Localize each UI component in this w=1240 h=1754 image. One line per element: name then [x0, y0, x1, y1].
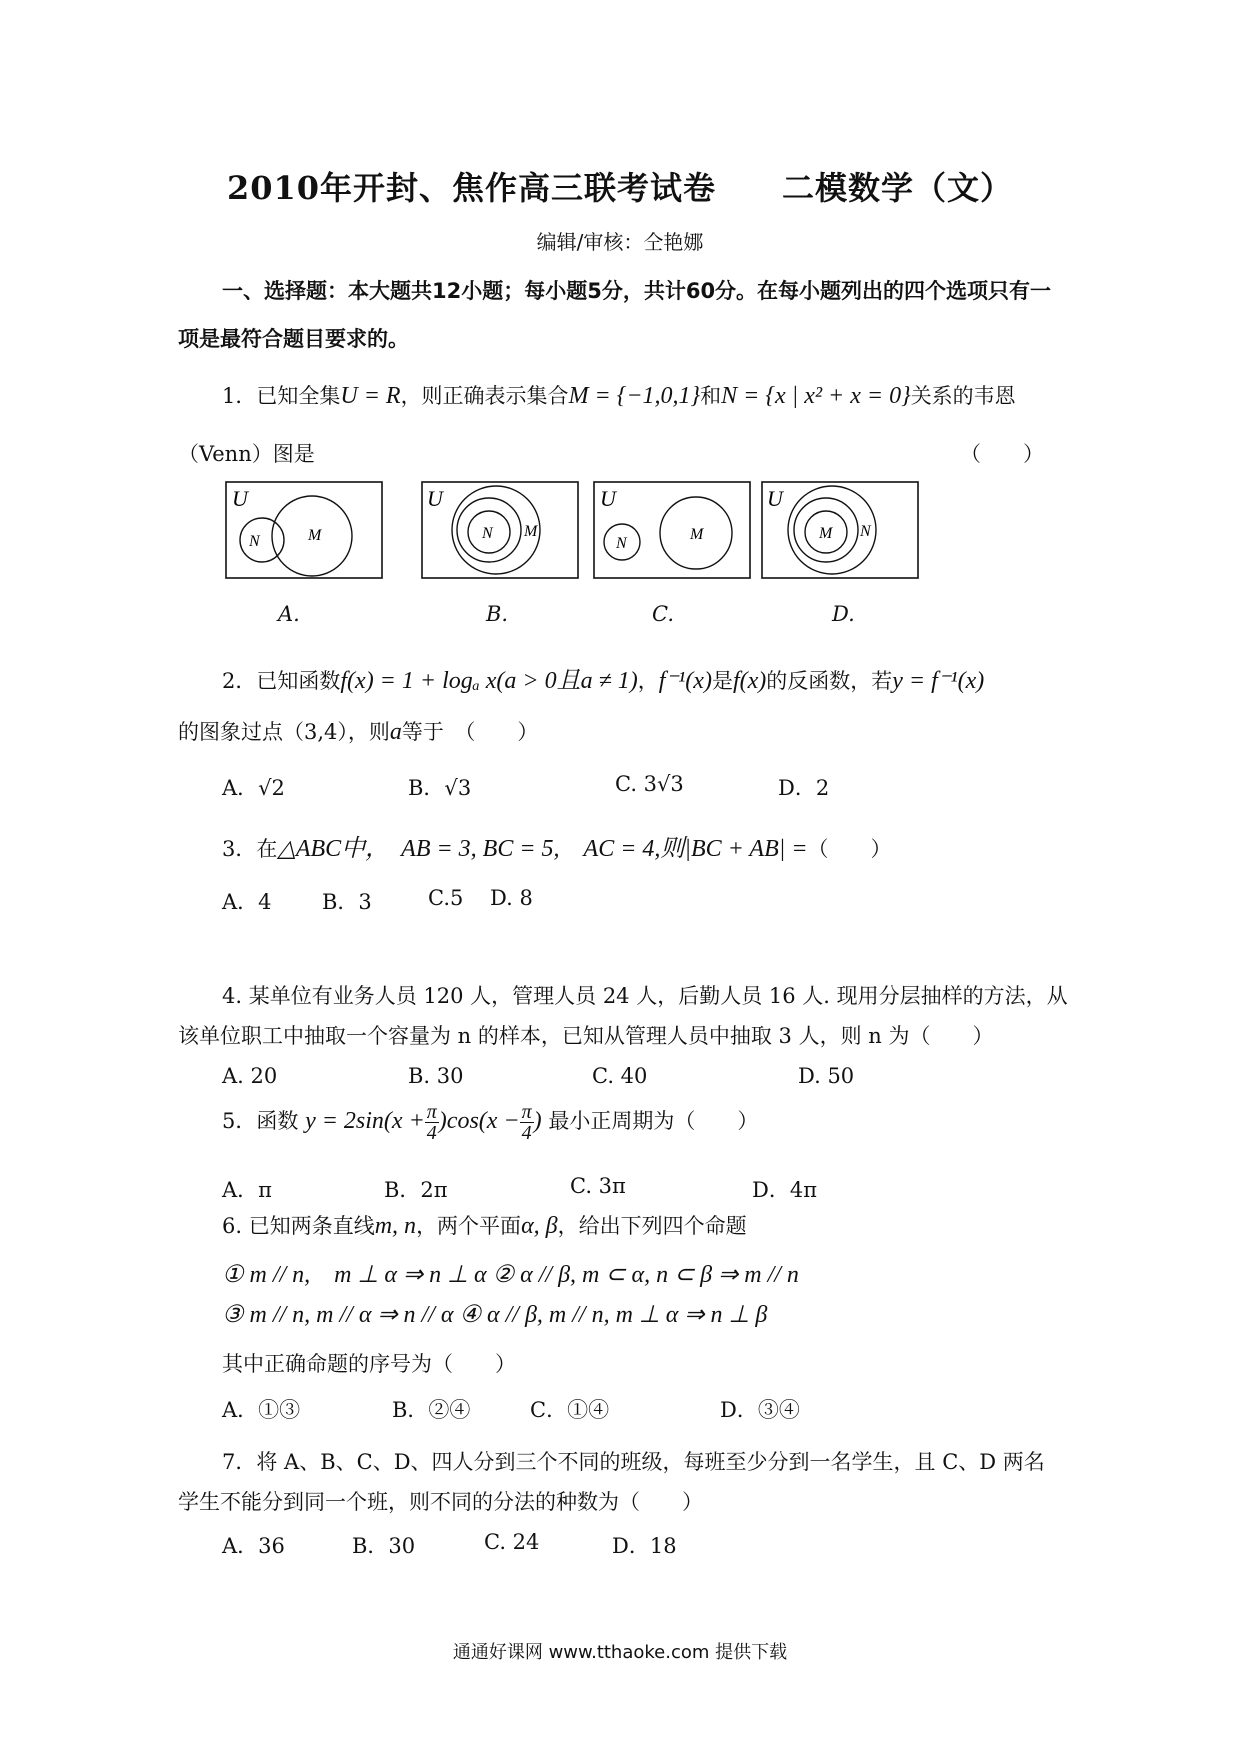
venn-d-u-label: U	[767, 486, 783, 511]
q6-option-b: B．②④	[392, 1398, 471, 1422]
venn-d-m-label: M	[819, 525, 833, 542]
q6-line1	[222, 1210, 747, 1240]
q6-math-planes: α, β	[521, 1213, 558, 1239]
q5-fraction-1-num: π	[426, 1101, 437, 1123]
q1-option-d: D.	[832, 602, 855, 626]
q5-option-c: C. 3π	[570, 1174, 626, 1198]
venn-diagram-b	[422, 482, 578, 578]
q3-line	[222, 828, 892, 863]
editor-credit: 编辑/审核：仝艳娜	[536, 230, 704, 254]
venn-a-m-label: M	[308, 527, 322, 544]
q7-option-b: B．30	[352, 1534, 416, 1558]
q6-option-a: A．①③	[222, 1398, 301, 1422]
venn-diagram-d	[762, 482, 918, 578]
q2-line2	[178, 716, 538, 746]
q1-text-b: ，则正确表示集合	[400, 384, 569, 408]
q2-math-function: f(x) = 1 + logₐ x(a > 0且a ≠ 1)	[340, 668, 638, 694]
q1-text-a: 1．已知全集	[222, 384, 341, 408]
q2-text-a: 2．已知函数	[222, 669, 341, 693]
q3-option-b: B．3	[322, 890, 372, 914]
q6-text-c: ，给出下列四个命题	[557, 1214, 747, 1238]
q2-text-e: 的图象过点（3,4），则	[178, 720, 390, 744]
q1-option-c: C.	[652, 602, 674, 626]
q5-option-b: B．2π	[384, 1178, 448, 1202]
q4-option-d: D. 50	[798, 1064, 855, 1088]
page-footer: 通通好课网 www.tthaoke.com 提供下载	[452, 1642, 788, 1663]
q2-math-fx: f(x)	[732, 668, 767, 694]
venn-c-u-label: U	[600, 486, 616, 511]
q1-text-c: 和	[700, 384, 722, 408]
q5-fraction-2	[520, 1102, 534, 1143]
q2-line1	[222, 660, 984, 695]
q3-option-a: A．4	[222, 890, 272, 914]
q3-text-b: （ ）	[807, 837, 892, 861]
q5-line	[222, 1102, 758, 1143]
q1-line2: （Venn）图是	[178, 442, 315, 466]
venn-c-m-label: M	[690, 526, 704, 543]
venn-b-m-label: M	[524, 523, 538, 540]
section-heading-line1: 一、选择题：本大题共12小题；每小题5分，共计60分。在每小题列出的四个选项只有一	[222, 279, 1052, 303]
venn-d-n-label: N	[860, 523, 871, 540]
q1-math-set-n: N = {x | x² + x = 0}	[721, 383, 911, 409]
q4-option-b: B. 30	[408, 1064, 464, 1088]
q2-text-f: 等于 （ ）	[401, 720, 539, 744]
q5-fraction-1	[425, 1102, 439, 1143]
q1-line1	[222, 380, 1016, 410]
q6-text-a: 6. 已知两条直线	[222, 1214, 375, 1238]
q6-propositions-1-2: ① m // n, m ⊥ α ⇒ n ⊥ α ② α // β, m ⊂ α, n ⊂ β ⇒ m // n	[222, 1262, 799, 1288]
q3-option-c: C.5	[428, 886, 464, 910]
q1-option-b: B.	[486, 602, 509, 626]
q7-option-d: D．18	[612, 1534, 677, 1558]
q7-option-a: A．36	[222, 1534, 285, 1558]
q2-option-d: D．2	[778, 776, 830, 800]
venn-b-n-label: N	[482, 525, 493, 542]
venn-a-n-label: N	[249, 533, 260, 550]
q2-text-b: ，	[637, 669, 659, 693]
page-title: 2010年开封、焦作高三联考试卷 二模数学（文）	[226, 169, 1014, 207]
q2-math-y-inverse: y = f⁻¹(x)	[892, 668, 985, 694]
venn-a-u-label: U	[232, 486, 248, 511]
q6-text-b: ，两个平面	[416, 1214, 522, 1238]
q3-option-d: D. 8	[490, 886, 533, 910]
q5-option-a: A．π	[222, 1178, 272, 1202]
q5-math-pre: y = 2sin(x +	[305, 1108, 425, 1134]
q2-option-a: A．√2	[222, 776, 285, 800]
q4-option-c: C. 40	[592, 1064, 648, 1088]
q5-fraction-1-den: 4	[426, 1122, 437, 1144]
q2-text-c: 是	[711, 669, 733, 693]
venn-diagrams	[224, 478, 944, 586]
q1-math-universal-set: U = R	[340, 383, 401, 409]
q5-fraction-2-num: π	[521, 1101, 532, 1123]
q7-line2: 学生不能分到同一个班，则不同的分法的种数为（ ）	[178, 1490, 703, 1514]
q6-question: 其中正确命题的序号为（ ）	[222, 1352, 516, 1376]
q6-option-c: C．①④	[530, 1398, 610, 1422]
q3-math-triangle: △ABC中， AB = 3, BC = 5, AC = 4,则|BC + AB| =	[277, 836, 808, 862]
q2-math-a: a	[389, 719, 402, 745]
q5-math-mid: )cos(x −	[438, 1108, 520, 1134]
q2-option-b: B．√3	[408, 776, 472, 800]
q1-text-d: 关系的韦恩	[910, 384, 1016, 408]
venn-b-u-label: U	[427, 486, 443, 511]
q5-math-post: )	[533, 1108, 542, 1134]
q1-option-a: A.	[278, 602, 300, 626]
q2-math-inverse: f⁻¹(x)	[658, 668, 712, 694]
q4-option-a: A. 20	[222, 1064, 278, 1088]
q4-line1: 4. 某单位有业务人员 120 人，管理人员 24 人，后勤人员 16 人. 现用分层抽样的方法，从	[222, 984, 1068, 1008]
q6-option-d: D．③④	[720, 1398, 800, 1422]
q5-text-b: 最小正周期为（ ）	[548, 1109, 759, 1133]
venn-diagram-c	[594, 482, 750, 578]
q2-option-c: C. 3√3	[615, 772, 684, 796]
q3-text-a: 3．在	[222, 837, 278, 861]
venn-diagram-a	[226, 482, 382, 578]
q5-text-a: 5．函数	[222, 1109, 299, 1133]
q6-math-lines: m, n	[374, 1213, 417, 1239]
q1-math-set-m: M = {−1,0,1}	[568, 383, 701, 409]
q5-option-d: D．4π	[752, 1178, 817, 1202]
venn-c-n-label: N	[616, 535, 627, 552]
q1-answer-paren: （ ）	[960, 442, 1044, 466]
q7-option-c: C. 24	[484, 1530, 540, 1554]
q6-propositions-3-4: ③ m // n, m // α ⇒ n // α ④ α // β, m // n, m ⊥ α ⇒ n ⊥ β	[222, 1302, 768, 1328]
section-heading-line2: 项是最符合题目要求的。	[178, 327, 409, 351]
q5-fraction-2-den: 4	[521, 1122, 532, 1144]
q4-line2: 该单位职工中抽取一个容量为 n 的样本，已知从管理人员中抽取 3 人，则 n 为（ ）	[178, 1024, 994, 1048]
q7-line1: 7．将 A、B、C、D、四人分到三个不同的班级，每班至少分到一名学生，且 C、D 两名	[222, 1450, 1045, 1474]
q2-text-d: 的反函数，若	[766, 669, 893, 693]
